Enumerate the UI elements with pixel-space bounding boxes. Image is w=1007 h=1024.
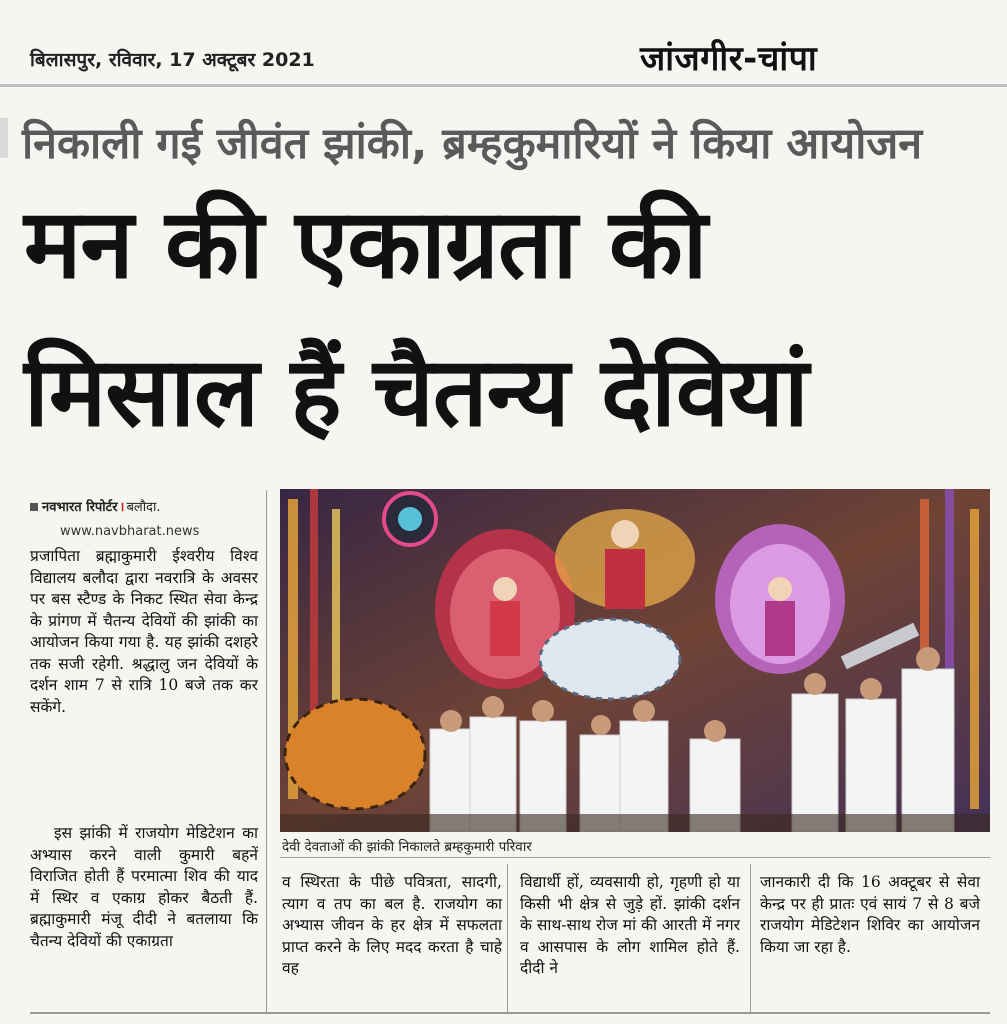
byline-place: बलौदा.	[126, 500, 161, 515]
column-divider	[507, 864, 508, 1012]
kicker-marker	[0, 118, 8, 158]
paragraph-column-4: जानकारी दी कि 16 अक्टूबर से सेवा केन्द्र पर ही प्रातः एवं सायं 7 से 8 बजे राजयोग मेडिटेशन शिविर का आयोजन किया जा रहा है.	[760, 873, 980, 956]
paragraph-intro: प्रजापिता ब्रह्माकुमारी ईश्वरीय विश्व विद्यालय बलौदा द्वारा नवरात्रि के अवसर पर बस स्टैण्ड के निकट स्थित सेवा केन्द्र के प्रांगण में चैतन्य देवियों की झांकी का आयोजन किया गया है. यह झांकी दशहरे तक सजी रहेगी. श्रद्धालु जन देवियों के दर्शन शाम 7 से रात्रि 10 बजे तक कर सकेंगे.	[30, 547, 258, 716]
section-title: जांजगीर-चांपा	[640, 39, 818, 79]
kicker-headline: निकाली गई जीवंत झांकी, ब्रम्हकुमारियों ने किया आयोजन	[22, 119, 923, 169]
website-link[interactable]: www.navbharat.news	[60, 524, 200, 539]
dateline: बिलासपुर, रविवार, 17 अक्टूबर 2021	[30, 49, 315, 71]
footer-divider	[30, 1012, 990, 1014]
byline-separator: ।	[119, 500, 125, 515]
paragraph-second: इस झांकी में राजयोग मेडिटेशन का अभ्यास करने वाली कुमारी बहनें विराजित होती हैं परमात्मा शिव की याद में स्थिर व एकाग्र होकर बैठती हैं. ब्रह्माकुमारी मंजू दीदी ने बतलाया कि चैतन्य देवियों की एकाग्रता	[30, 824, 258, 950]
article-photo	[280, 489, 990, 832]
main-headline-line-1: मन की एकाग्रता की	[24, 188, 707, 300]
column-divider	[266, 490, 267, 1012]
paragraph-column-2: व स्थिरता के पीछे पवित्रता, सादगी, त्याग व तप का बल है. राजयोग का अभ्यास जीवन के हर क्षेत्र में सफलता प्राप्त करने के लिए मदद करता है चाहे वह	[282, 873, 502, 977]
caption-divider	[280, 857, 990, 858]
photo-caption: देवी देवताओं की झांकी निकालते ब्रम्हकुमारी परिवार	[282, 839, 532, 855]
byline-reporter: नवभारत रिपोर्टर	[42, 500, 118, 515]
main-headline-line-2: मिसाल हैं चैतन्य देवियां	[24, 336, 808, 448]
column-divider	[750, 864, 751, 1012]
byline	[30, 497, 160, 515]
paragraph-column-3: विद्यार्थी हों, व्यवसायी हो, गृहणी हो या किसी भी क्षेत्र से जुड़े हों. झांकी दर्शन के साथ-साथ रोज मां की आरती में नगर व आसपास के लोग शामिल होते हैं. दीदी ने	[520, 873, 740, 977]
header-divider	[0, 84, 1007, 87]
byline-square-icon	[30, 503, 38, 511]
